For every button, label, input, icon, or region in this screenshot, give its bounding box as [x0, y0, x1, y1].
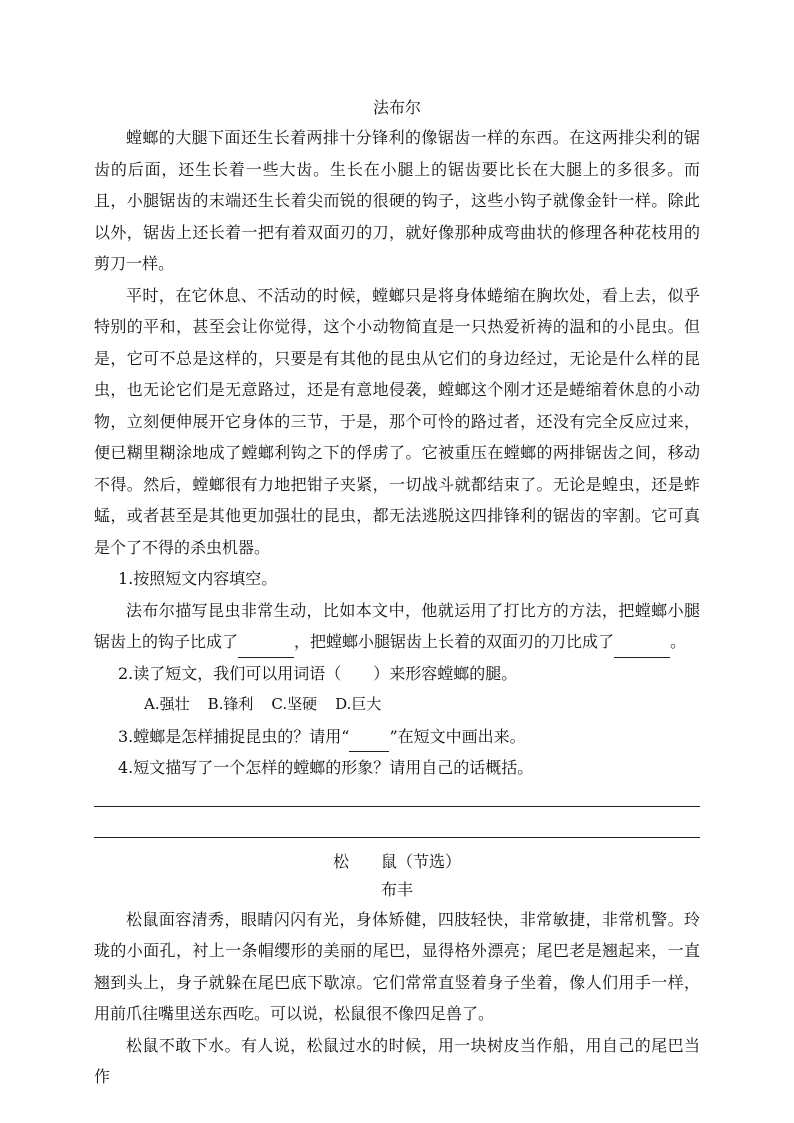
- question-1-label: 1.按照短文内容填空。: [118, 569, 278, 588]
- question-1-blank-2[interactable]: [614, 639, 670, 658]
- passage1-author: 法布尔: [372, 98, 421, 117]
- choice-d[interactable]: D.巨大: [335, 695, 382, 713]
- choice-b[interactable]: B.锋利: [207, 695, 254, 713]
- question-3-text-b: ”在短文中画出来。: [389, 726, 526, 746]
- question-2: 2.读了短文，我们可以用词语（ ）来形容螳螂的腿。: [118, 663, 518, 683]
- question-2-choices: [94, 689, 700, 721]
- worksheet-page: [94, 94, 700, 1093]
- question-3-underline-sample: [349, 733, 389, 752]
- question-1-text-b: ，把螳螂小腿锯齿上长着的双面刃的刀比成了: [294, 632, 615, 651]
- choice-a[interactable]: A.强壮: [144, 695, 190, 713]
- question-3: [94, 721, 700, 753]
- passage2-paragraph-1: 松鼠面容清秀，眼睛闪闪有光，身体矫健，四肢轻快，非常敏捷，非常机警。玲珑的小面孔，衬上一条帽缨形的美丽的尾巴，显得格外漂亮；尾巴老是翘起来，一直翘到头上，身子就躲在尾巴底下歇凉。它们常常直竖着身子坐着，像人们用手一样，用前爪往嘴里送东西吃。可以说，松鼠很不像四足兽了。: [94, 909, 700, 1023]
- passage2-author: 布丰: [380, 879, 413, 899]
- question-1-text-c: 。: [670, 632, 687, 651]
- question-1-body: [94, 595, 700, 658]
- question-1-text-a: 法布尔描写昆虫非常生动，比如本文中，他就运用了打比方的方法，把螳螂小腿锯齿上的钩子比成了: [94, 600, 700, 651]
- passage1-paragraph-1: 螳螂的大腿下面还生长着两排十分锋利的像锯齿一样的东西。在这两排尖利的锯齿的后面，还生长着一些大齿。生长在小腿上的锯齿要比长在大腿上的多很多。而且，小腿锯齿的末端还生长着尖而锐的很硬的钩子，这些小钩子就像金针一样。除此以外，锯齿上还长着一把有着双面刃的刀，就好像那种成弯曲状的修理各种花枝用的剪刀一样。: [94, 128, 700, 273]
- question-3-text-a: 3.螳螂是怎样捕捉昆虫的？请用“: [118, 726, 350, 746]
- passage2-title: 松 鼠（节选）: [332, 851, 461, 871]
- passage2-paragraph-2: 松鼠不敢下水。有人说，松鼠过水的时候，用一块树皮当作船，用自己的尾巴当作: [94, 1035, 700, 1086]
- passage1-paragraph-2: 平时，在它休息、不活动的时候，螳螂只是将身体蜷缩在胸坎处，看上去，似乎特别的平和，甚至会让你觉得，这个小动物简直是一只热爱祈祷的温和的小昆虫。但是，它可不总是这样的，只要是有其他的昆虫从它们的身边经过，无论是什么样的昆虫，也无论它们是无意路过，还是有意地侵袭，螳螂这个刚才还是蜷缩着休息的小动物，立刻便伸展开它身体的三节，于是，那个可怜的路过者，还没有完全反应过来，便已糊里糊涂地成了螳螂利钩之下的俘虏了。它被重压在螳螂的两排锯齿之间，移动不得。然后，螳螂很有力地把钳子夹紧，一切战斗就都结束了。无论是蝗虫，还是蚱蜢，或者甚至是其他更加强壮的昆虫，都无法逃脱这四排锋利的锯齿的宰割。它可真是个了不得的杀虫机器。: [94, 285, 700, 557]
- choice-c[interactable]: C.坚硬: [271, 695, 318, 713]
- question-4: 4.短文描写了一个怎样的螳螂的形象？请用自己的话概括。: [118, 758, 534, 777]
- question-1-blank-1[interactable]: [238, 639, 294, 658]
